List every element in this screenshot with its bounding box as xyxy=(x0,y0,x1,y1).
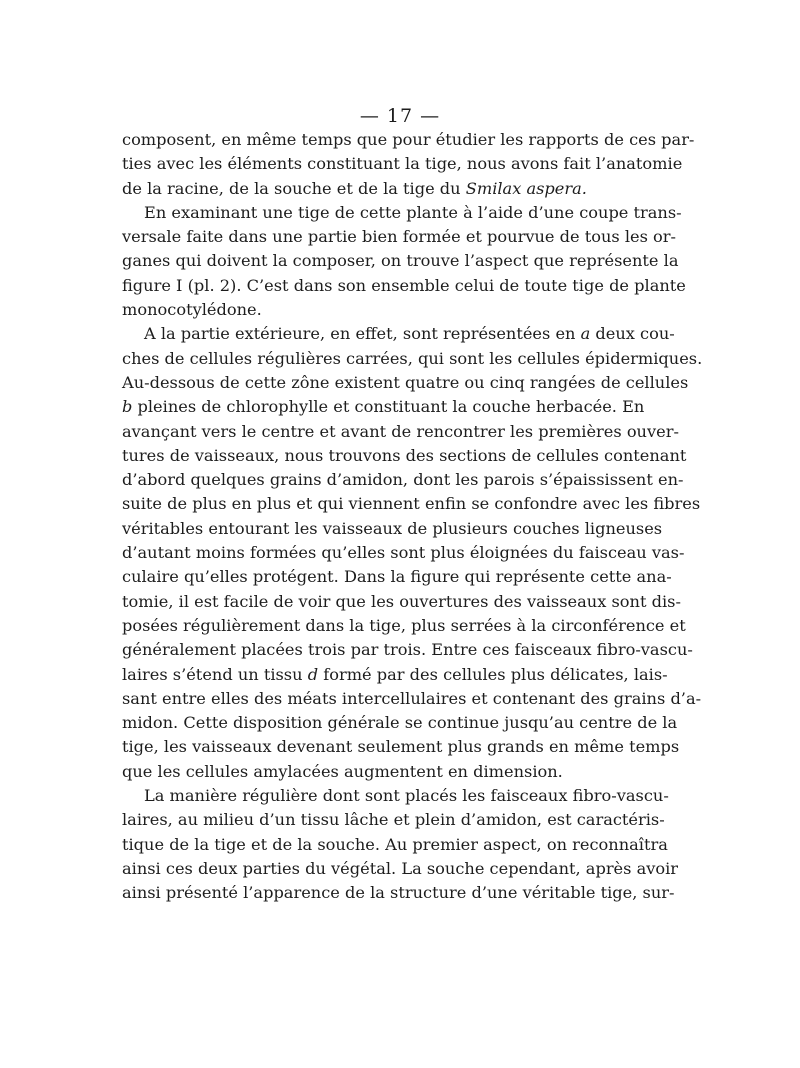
page-number: — 17 — xyxy=(359,105,441,127)
text-fragment: A la partie extérieure, en effet, sont représentées en xyxy=(144,324,581,344)
text-line: midon. Cette disposition générale se continue jusqu’au centre de la xyxy=(122,713,678,733)
text-line: figure I (pl. 2). C’est dans son ensemble celui de toute tige de plante xyxy=(122,275,686,295)
text-fragment: pleines de chlorophylle et constituant la couche herbacée. En xyxy=(132,397,645,417)
text-line: ches de cellules régulières carrées, qui sont les cellules épidermiques. xyxy=(122,348,703,368)
text-line: En examinant une tige de cette plante à l’aide d’une coupe trans- xyxy=(144,202,682,222)
figure-letter: a xyxy=(580,324,591,344)
text-line: sant entre elles des méats intercellulaires et contenant des grains d’a- xyxy=(122,688,702,708)
text-line: tique de la tige et de la souche. Au premier aspect, on reconnaîtra xyxy=(122,834,668,854)
text-fragment: laires s’étend un tissu xyxy=(122,664,308,684)
text-line: d’abord quelques grains d’amidon, dont les parois s’épaississent en- xyxy=(122,470,684,490)
text-fragment: de la racine, de la souche et de la tige du xyxy=(122,178,466,198)
text-line: ties avec les éléments constituant la tige, nous avons fait l’anatomie xyxy=(122,154,683,174)
text-line: posées régulièrement dans la tige, plus serrées à la circonférence et xyxy=(122,615,686,635)
species-name: Smilax aspera. xyxy=(465,178,587,198)
text-line: suite de plus en plus et qui viennent enfin se confondre avec les fibres xyxy=(122,494,701,514)
text-line: culaire qu’elles protégent. Dans la figure qui représente cette ana- xyxy=(122,567,672,587)
text-line: tures de vaisseaux, nous trouvons des sections de cellules contenant xyxy=(122,445,687,465)
text-line xyxy=(122,395,645,419)
text-line: ainsi présenté l’apparence de la structure d’une véritable tige, sur- xyxy=(122,883,675,903)
text-line: véritables entourant les vaisseaux de plusieurs couches ligneuses xyxy=(122,518,663,538)
text-line: monocotylédone. xyxy=(122,300,262,320)
text-line: que les cellules amylacées augmentent en dimension. xyxy=(122,761,563,781)
text-fragment: formé par des cellules plus délicates, lais- xyxy=(318,664,668,684)
text-line: tige, les vaisseaux devenant seulement plus grands en même temps xyxy=(122,737,680,757)
text-line: d’autant moins formées qu’elles sont plus éloignées du faisceau vas- xyxy=(122,543,685,563)
text-line: ganes qui doivent la composer, on trouve l’aspect que représente la xyxy=(122,251,679,271)
text-line: Au-dessous de cette zône existent quatre ou cinq rangées de cellules xyxy=(122,372,689,392)
text-line xyxy=(122,322,675,346)
text-line: avançant vers le centre et avant de rencontrer les premières ouver- xyxy=(122,421,679,441)
text-line: composent, en même temps que pour étudier les rapports de ces par- xyxy=(122,130,695,149)
text-line xyxy=(122,177,628,201)
body-text xyxy=(122,128,703,906)
text-line: laires, au milieu d’un tissu lâche et plein d’amidon, est caractéris- xyxy=(122,810,665,830)
text-line: ainsi ces deux parties du végétal. La souche cependant, après avoir xyxy=(122,858,679,878)
text-line: tomie, il est facile de voir que les ouvertures des vaisseaux sont dis- xyxy=(122,591,681,611)
text-line xyxy=(122,663,668,687)
text-fragment: deux cou- xyxy=(590,324,675,344)
figure-letter: b xyxy=(122,397,133,417)
figure-letter: d xyxy=(307,664,319,684)
text-line: La manière régulière dont sont placés les faisceaux fibro-vascu- xyxy=(144,786,669,806)
text-line: généralement placées trois par trois. Entre ces faisceaux fibro-vascu- xyxy=(122,640,693,660)
text-line: versale faite dans une partie bien formée et pourvue de tous les or- xyxy=(122,227,676,247)
